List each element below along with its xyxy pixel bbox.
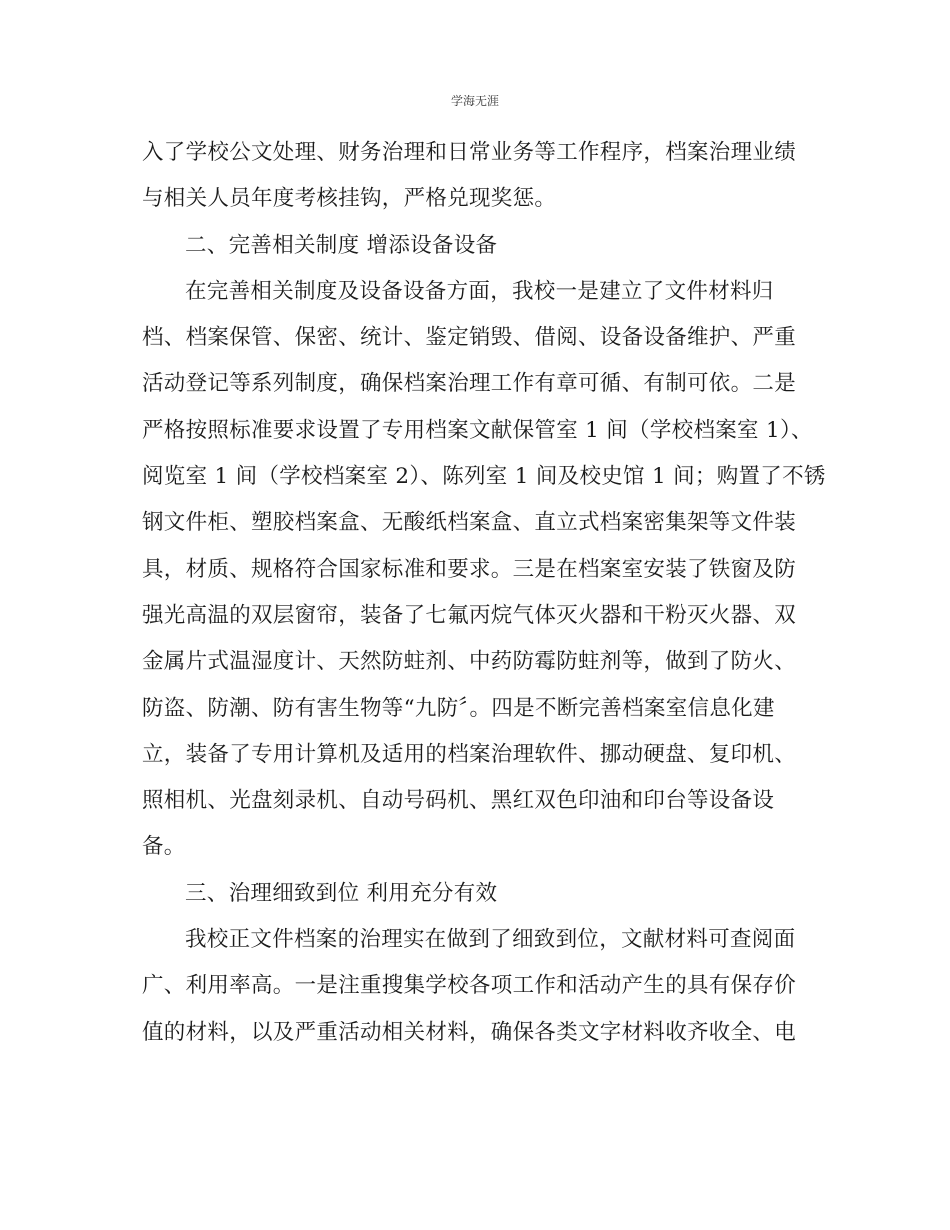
section-heading: 三、治理细致到位 利用充分有效 — [185, 880, 498, 906]
text-line: 与相关人员年度考核挂钩，严格兑现奖惩。 — [142, 186, 557, 212]
text-line: 金属片式温湿度计、天然防蛀剂、中药防霉防蛀剂等，做到了防火、 — [142, 649, 797, 675]
text-line: 立，装备了专用计算机及适用的档案治理软件、挪动硬盘、复印机、 — [142, 741, 797, 767]
text-line: 防盗、防潮、防有害生物等“九防〞。四是不断完善档案室信息化建 — [142, 695, 775, 721]
text-line: 具，材质、规格符合国家标准和要求。三是在档案室安装了铁窗及防 — [142, 556, 797, 582]
text-line: 钢文件柜、塑胶档案盒、无酸纸档案盒、直立式档案密集架等文件装 — [142, 510, 797, 536]
text-line: 档、档案保管、保密、统计、鉴定销毁、借阅、设备设备维护、严重 — [142, 325, 797, 351]
text-line: 照相机、光盘刻录机、自动号码机、黑红双色印油和印台等设备设 — [142, 788, 775, 814]
text-line: 入了学校公文处理、财务治理和日常业务等工作程序，档案治理业绩 — [142, 140, 797, 165]
page-header: 学海无涯 — [450, 94, 499, 108]
text-line: 在完善相关制度及设备设备方面，我校一是建立了文件材料归 — [185, 278, 774, 304]
text-line: 广、利用率高。一是注重搜集学校各项工作和活动产生的具有保存价 — [142, 973, 797, 999]
text-line: 严格按照标准要求设置了专用档案文献保管室 1 间（学校档案室 1）、 — [142, 417, 813, 443]
text-line: 备。 — [142, 834, 186, 860]
document-body — [142, 130, 826, 1056]
text-line: 活动登记等系列制度，确保档案治理工作有章可循、有制可依。二是 — [142, 371, 797, 397]
text-line: 值的材料，以及严重活动相关材料，确保各类文字材料收齐收全、电 — [142, 1019, 797, 1045]
text-line: 阅览室 1 间（学校档案室 2）、陈列室 1 间及校史馆 1 间；购置了不锈 — [142, 464, 826, 490]
text-line: 强光高温的双层窗帘，装备了七氟丙烷气体灭火器和干粉灭火器、双 — [142, 602, 797, 628]
text-line: 我校正文件档案的治理实在做到了细致到位，文献材料可查阅面 — [185, 927, 796, 953]
section-heading: 二、完善相关制度 增添设备设备 — [185, 232, 498, 258]
